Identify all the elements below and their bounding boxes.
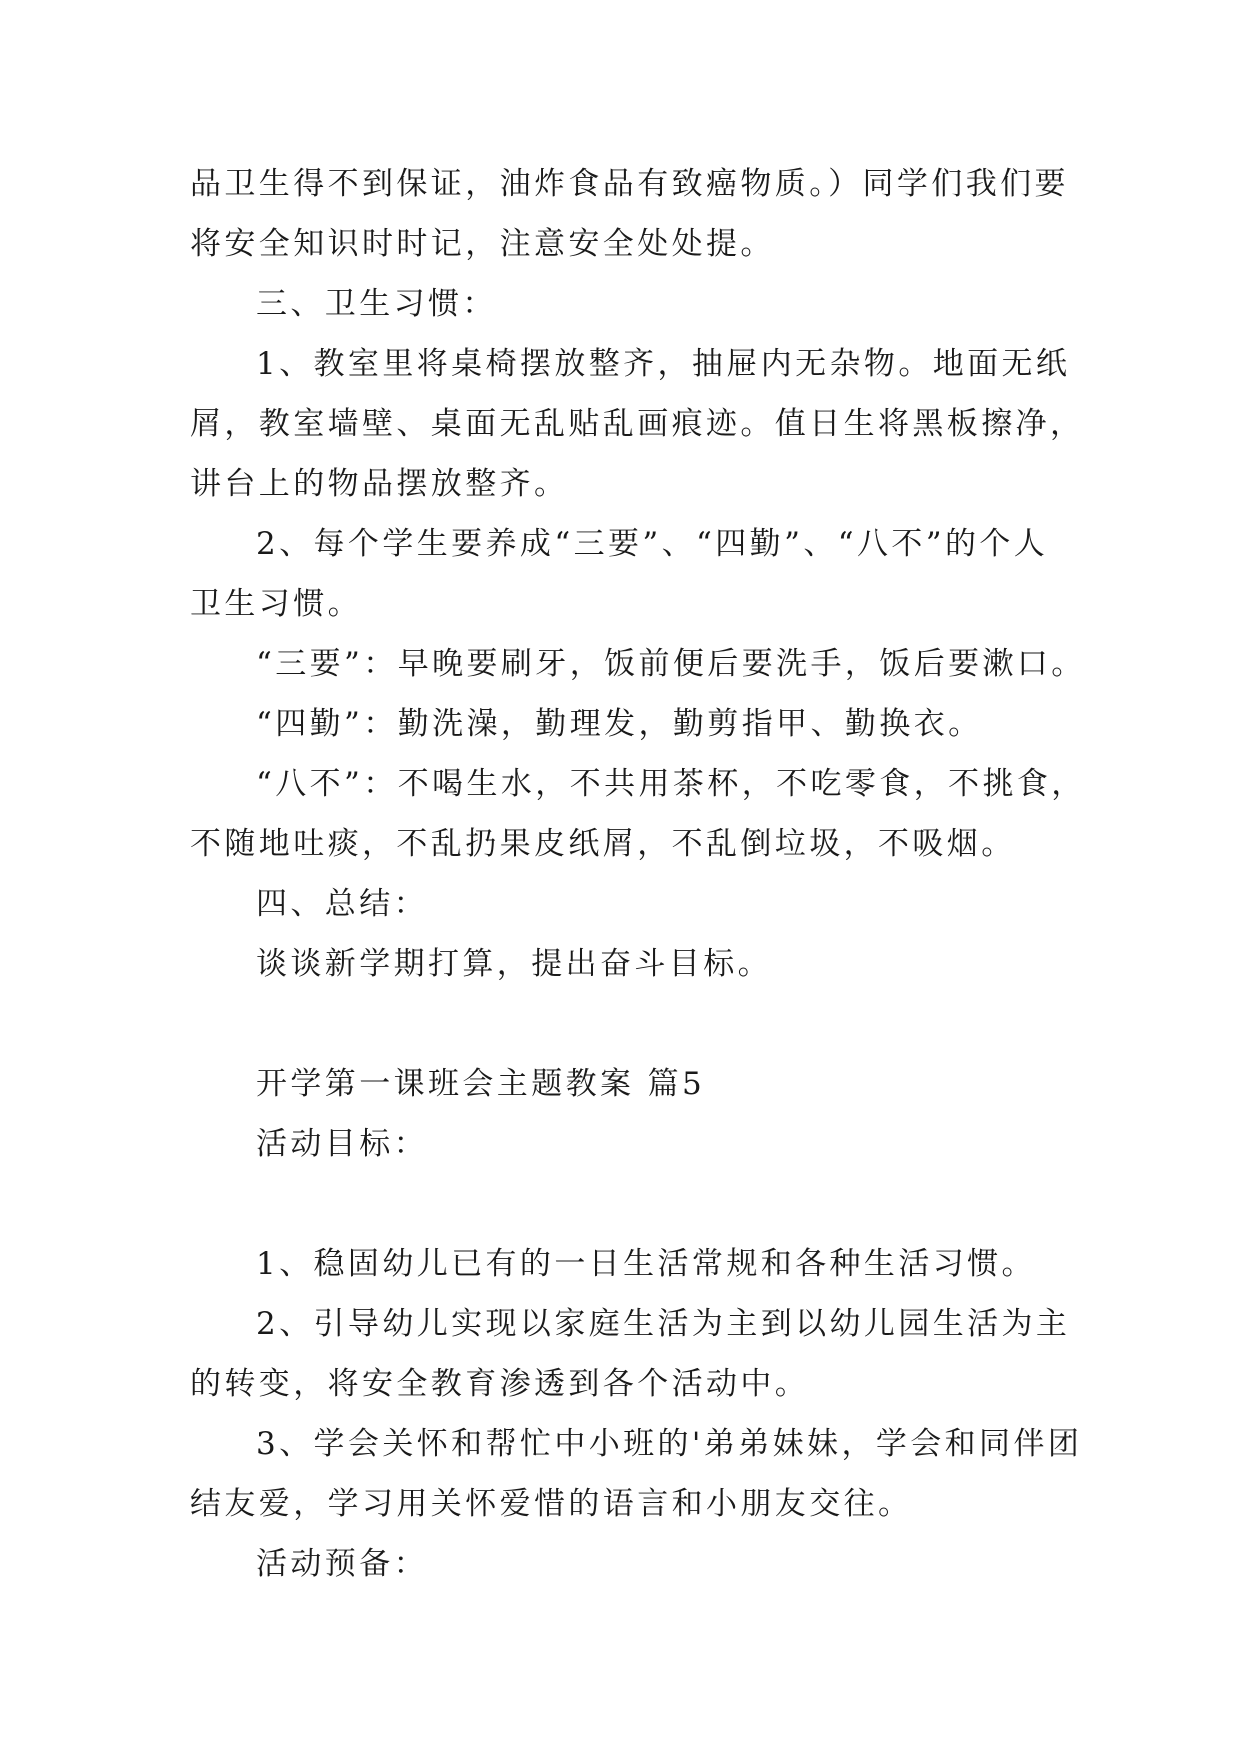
paragraph-line: 谈谈新学期打算，提出奋斗目标。 (256, 946, 772, 982)
paragraph-line: 不随地吐痰，不乱扔果皮纸屑，不乱倒垃圾，不吸烟。 (190, 826, 1016, 862)
section-heading: 活动预备： (256, 1546, 428, 1582)
paragraph-line: 品卫生得不到保证，油炸食品有致癌物质。）同学们我们要 (190, 166, 1069, 202)
paragraph-line: “四勤”：勤洗澡，勤理发，勤剪指甲、勤换衣。 (256, 706, 983, 742)
paragraph-line: 卫生习惯。 (190, 586, 362, 622)
section-heading: 四、总结： (256, 886, 428, 922)
paragraph-line: 2、引导幼儿实现以家庭生活为主到以幼儿园生活为主 (256, 1306, 1071, 1342)
paragraph-line: 讲台上的物品摆放整齐。 (190, 466, 569, 502)
paragraph-line: “三要”：早晚要刷牙，饭前便后要洗手，饭后要漱口。 (256, 646, 1086, 682)
section-heading: 活动目标： (256, 1126, 428, 1162)
paragraph-line: 的转变，将安全教育渗透到各个活动中。 (190, 1366, 810, 1402)
paragraph-line: 1、教室里将桌椅摆放整齐，抽屉内无杂物。地面无纸 (256, 346, 1071, 382)
paragraph-line: “八不”：不喝生水，不共用茶杯，不吃零食，不挑食， (256, 766, 1086, 802)
paragraph-line: 3、学会关怀和帮忙中小班的'弟弟妹妹，学会和同伴团 (256, 1426, 1083, 1462)
paragraph-line: 屑，教室墙壁、桌面无乱贴乱画痕迹。值日生将黑板擦净， (190, 406, 1085, 442)
paragraph-line: 将安全知识时时记，注意安全处处提。 (190, 226, 775, 262)
section-heading: 三、卫生习惯： (256, 286, 497, 322)
paragraph-line: 1、稳固幼儿已有的一日生活常规和各种生活习惯。 (256, 1246, 1036, 1282)
paragraph-line: 2、每个学生要养成“三要”、“四勤”、“八不”的个人 (256, 526, 1049, 562)
paragraph-line: 结友爱，学习用关怀爱惜的语言和小朋友交往。 (190, 1486, 913, 1522)
article-title: 开学第一课班会主题教案 篇5 (256, 1066, 706, 1102)
